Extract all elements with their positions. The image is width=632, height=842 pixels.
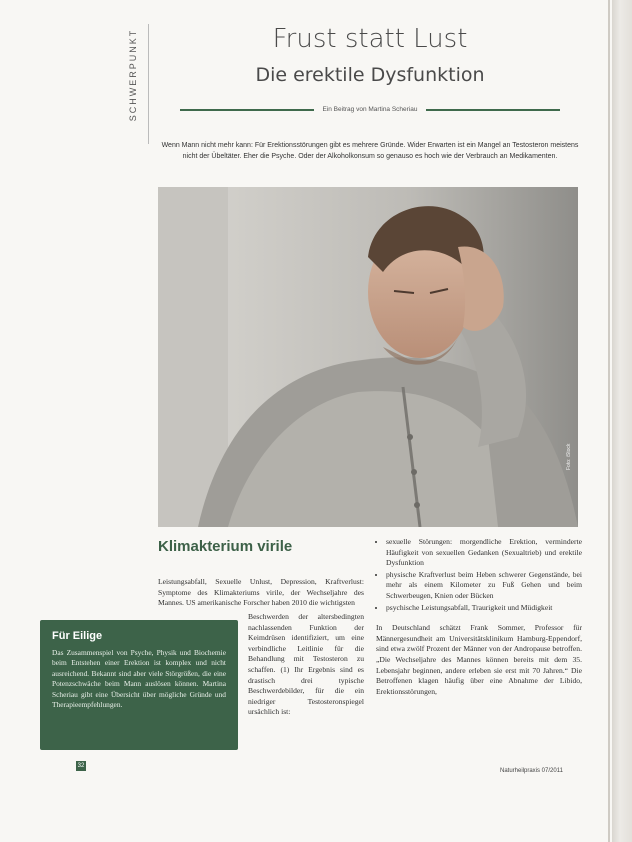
intro-paragraph: Wenn Mann nicht mehr kann: Für Erektionsstörungen gibt es mehrere Gründe. Wider Erwarten ist ein Mangel an Testosteron meistens nicht der Übeltäter. Eher die Psyche. Oder der Alkoholkonsum so genauso es hoch wie der Verbrauch an Medikamenten. — [161, 142, 579, 160]
page-number: 32 — [77, 763, 85, 769]
list-item: • sexuelle Störungen: morgendliche Erektion, verminderte Häufigkeit von sexuellen Gedanken (Sexualtrieb) und erektile Dysfunktion — [386, 537, 582, 569]
article-subtitle: Die erektile Dysfunktion — [255, 64, 485, 86]
byline — [180, 106, 560, 113]
article-title: Frust statt Lust — [272, 24, 468, 54]
magazine-footer: Naturheilpraxis 07/2011 — [500, 768, 563, 774]
body-text-col2 — [376, 537, 582, 697]
photo-credit: Foto: iStock — [566, 443, 572, 470]
kicker-divider — [148, 24, 149, 144]
body-text-col1-bottom: Beschwerden der altersbedingten nachlassenden Funktion der Keimdrüsen identifiziert, um eine verbindliche Leitlinie für die Behandlung mit Testosteron zu schaffen. (1) Ihr Ergebnis sind es drastisch drei typische Beschwerdebilder, für die ein niedriger Testosteronspiegel ursächlich ist: — [248, 612, 364, 717]
summary-box-text: Das Zusammenspiel von Psyche, Physik und Biochemie beim Entstehen einer Erektion ist komplex und nicht ausreichend. Bekannt sind aber viele Störgrößen, die eine Potenzschwäche beim Mann auslösen können. Martina Scheriau gibt eine Übersicht über mögliche Gründe und Therapieempfehlungen. — [52, 648, 226, 710]
byline-text: Ein Beitrag von Martina Scheriau — [322, 106, 418, 113]
article-photo — [158, 187, 578, 527]
section-heading: Klimakterium virile — [158, 538, 293, 555]
list-item: • psychische Leistungsabfall, Traurigkeit und Müdigkeit — [386, 603, 582, 614]
adjacent-page-edge — [612, 0, 632, 842]
body-text-col1-top: Leistungsabfall, Sexuelle Unlust, Depression, Kraftverlust: Symptome des Klimakteriums virile, der Wechseljahre des Mannes. US amerikanische Forscher haben 2010 die wichtigsten — [158, 577, 364, 608]
summary-box — [40, 620, 238, 750]
list-item: • physische Kraftverlust beim Heben schwerer Gegenstände, bei mehr als einem Kilometer zu Fuß Gehen und beim Schwerbeugen, Knien oder Bücken — [386, 570, 582, 602]
byline-rule-left — [180, 109, 314, 111]
body-paragraph: In Deutschland schätzt Frank Sommer, Professor für Männergesundheit am Universitätsklinikum Hamburg-Eppendorf, sind etwa zwölf Prozent der Männer von der Andropause betroffen. „Die Wechseljahre des Mannes können bereits mit dem 35. Lebensjahr beginnen, andere erleben sie erst mit 70 Jahren.“ Die Betroffenen klagen häufig über eine Abnahme der Libido, Erektionsstörungen, — [376, 623, 582, 696]
man-portrait-image — [158, 187, 578, 527]
section-kicker — [118, 30, 146, 140]
page-fold-line — [608, 0, 610, 842]
summary-box-heading: Für Eilige — [52, 630, 103, 642]
symptom-list — [376, 537, 582, 613]
kicker-label: SCHWERPUNKT — [128, 28, 138, 122]
byline-rule-right — [426, 109, 560, 111]
